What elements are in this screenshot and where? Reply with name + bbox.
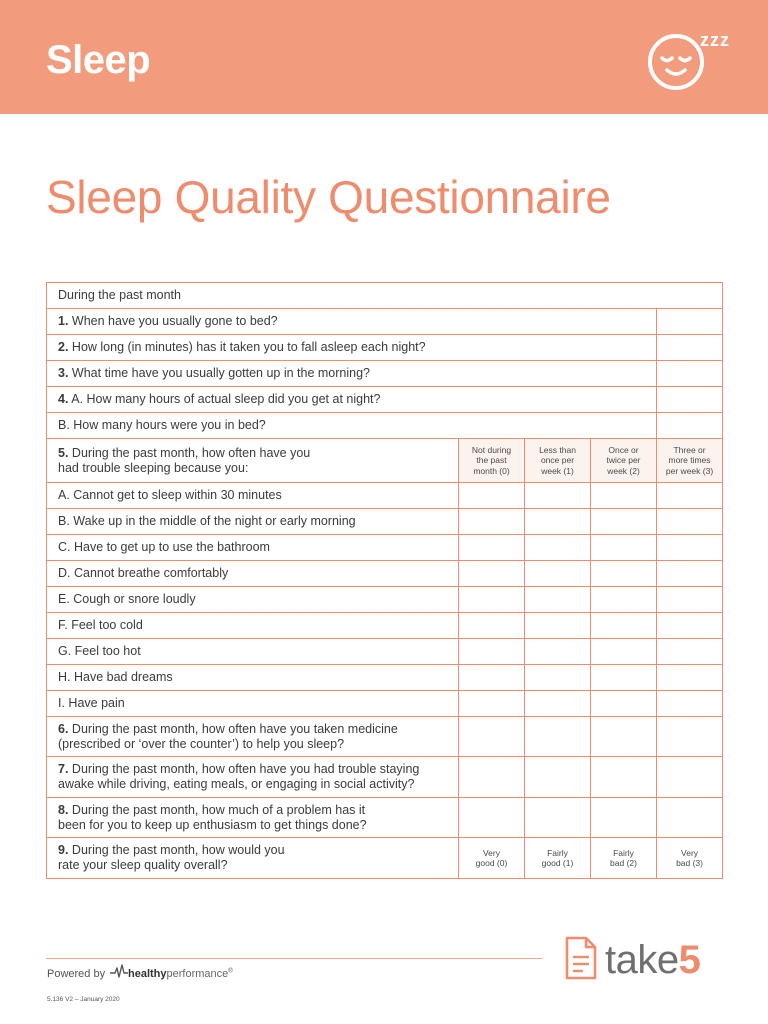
q8-line1: During the past month, how much of a problem has it bbox=[71, 802, 366, 817]
table-row-q5b bbox=[47, 509, 723, 535]
q5i-answer-3[interactable] bbox=[657, 691, 723, 717]
q6-line1: During the past month, how often have you taken medicine bbox=[71, 721, 398, 736]
q5d-text: D. Cannot breathe comfortably bbox=[47, 561, 459, 587]
q5a-answer-3[interactable] bbox=[657, 483, 723, 509]
q2-answer[interactable] bbox=[657, 335, 723, 361]
q5f-text: F. Feel too cold bbox=[47, 613, 459, 639]
header-title: Sleep bbox=[46, 38, 151, 82]
q6-answer-1[interactable] bbox=[525, 717, 591, 757]
q5e-text: E. Cough or snore loudly bbox=[47, 587, 459, 613]
q4b-cell: B. How many hours were you in bed? bbox=[47, 413, 657, 439]
table-row-q5i bbox=[47, 691, 723, 717]
q8-cell bbox=[47, 798, 459, 838]
option-header-0: Not during the past month (0) bbox=[459, 439, 525, 483]
q7-answer-1[interactable] bbox=[525, 757, 591, 798]
table-row-q5c bbox=[47, 535, 723, 561]
table-row-q6 bbox=[47, 717, 723, 757]
q5e-answer-0[interactable] bbox=[459, 587, 525, 613]
table-row-q5e bbox=[47, 587, 723, 613]
option-header-3: Three or more times per week (3) bbox=[657, 439, 723, 483]
intro-cell: During the past month bbox=[47, 283, 723, 309]
q8-answer-3[interactable] bbox=[657, 798, 723, 838]
document-icon bbox=[564, 936, 598, 980]
table-row-q5f bbox=[47, 613, 723, 639]
q9-number: 9. bbox=[58, 843, 69, 857]
q5i-answer-0[interactable] bbox=[459, 691, 525, 717]
q6-answer-3[interactable] bbox=[657, 717, 723, 757]
q5-cell bbox=[47, 439, 459, 483]
q9-option-0[interactable]: Very good (0) bbox=[459, 838, 525, 879]
q5a-text: A. Cannot get to sleep within 30 minutes bbox=[47, 483, 459, 509]
q5g-answer-2[interactable] bbox=[591, 639, 657, 665]
q8-answer-1[interactable] bbox=[525, 798, 591, 838]
q5e-answer-2[interactable] bbox=[591, 587, 657, 613]
q5d-answer-1[interactable] bbox=[525, 561, 591, 587]
q6-answer-2[interactable] bbox=[591, 717, 657, 757]
q5d-answer-2[interactable] bbox=[591, 561, 657, 587]
q5e-answer-3[interactable] bbox=[657, 587, 723, 613]
version-label: 5.136 V2 – January 2020 bbox=[47, 996, 120, 1003]
q5i-text: I. Have pain bbox=[47, 691, 459, 717]
q1-text: When have you usually gone to bed? bbox=[71, 314, 278, 328]
q2-number: 2. bbox=[58, 340, 69, 354]
heartbeat-icon bbox=[110, 964, 128, 978]
q9-option-2[interactable]: Fairly bad (2) bbox=[591, 838, 657, 879]
q5h-answer-3[interactable] bbox=[657, 665, 723, 691]
footer-divider bbox=[46, 958, 542, 959]
q5b-answer-0[interactable] bbox=[459, 509, 525, 535]
q5c-answer-1[interactable] bbox=[525, 535, 591, 561]
q5i-answer-2[interactable] bbox=[591, 691, 657, 717]
q8-answer-0[interactable] bbox=[459, 798, 525, 838]
q1-number: 1. bbox=[58, 314, 69, 328]
q4-number: 4. bbox=[58, 392, 69, 406]
zzz-text: zzz bbox=[700, 30, 730, 50]
powered-by-label: Powered by bbox=[47, 968, 106, 980]
q5e-answer-1[interactable] bbox=[525, 587, 591, 613]
q5g-answer-3[interactable] bbox=[657, 639, 723, 665]
table-row-q3 bbox=[47, 361, 723, 387]
q5b-text: B. Wake up in the middle of the night or early morning bbox=[47, 509, 459, 535]
q7-number: 7. bbox=[58, 762, 69, 776]
q2-text: How long (in minutes) has it taken you to fall asleep each night? bbox=[71, 340, 426, 354]
table-row-q4b bbox=[47, 413, 723, 439]
q5f-answer-0[interactable] bbox=[459, 613, 525, 639]
q5c-text: C. Have to get up to use the bathroom bbox=[47, 535, 459, 561]
q9-option-1[interactable]: Fairly good (1) bbox=[525, 838, 591, 879]
q5d-answer-3[interactable] bbox=[657, 561, 723, 587]
option-header-2: Once or twice per week (2) bbox=[591, 439, 657, 483]
q7-line2: awake while driving, eating meals, or engaging in social activity? bbox=[58, 777, 415, 791]
q5c-answer-2[interactable] bbox=[591, 535, 657, 561]
q5f-answer-3[interactable] bbox=[657, 613, 723, 639]
q5-line2: had trouble sleeping because you: bbox=[58, 460, 249, 475]
table-row-q5d bbox=[47, 561, 723, 587]
q3-answer[interactable] bbox=[657, 361, 723, 387]
q5b-answer-1[interactable] bbox=[525, 509, 591, 535]
q5h-answer-0[interactable] bbox=[459, 665, 525, 691]
q5g-answer-1[interactable] bbox=[525, 639, 591, 665]
q2-cell bbox=[47, 335, 657, 361]
q5f-answer-1[interactable] bbox=[525, 613, 591, 639]
q5b-answer-3[interactable] bbox=[657, 509, 723, 535]
q5a-answer-2[interactable] bbox=[591, 483, 657, 509]
q5g-answer-0[interactable] bbox=[459, 639, 525, 665]
table-row-q7 bbox=[47, 757, 723, 798]
q5g-text: G. Feel too hot bbox=[47, 639, 459, 665]
q8-answer-2[interactable] bbox=[591, 798, 657, 838]
q3-cell bbox=[47, 361, 657, 387]
q4b-answer[interactable] bbox=[657, 413, 723, 439]
q6-line2: (prescribed or ‘over the counter’) to help you sleep? bbox=[58, 736, 345, 751]
q5a-answer-1[interactable] bbox=[525, 483, 591, 509]
q9-line2: rate your sleep quality overall? bbox=[58, 858, 228, 872]
q8-line2: been for you to keep up enthusiasm to get things done? bbox=[58, 817, 367, 832]
q5b-answer-2[interactable] bbox=[591, 509, 657, 535]
table-row-q8 bbox=[47, 798, 723, 838]
q9-line1: During the past month, how would you bbox=[71, 843, 285, 857]
q5h-text: H. Have bad dreams bbox=[47, 665, 459, 691]
q5c-answer-0[interactable] bbox=[459, 535, 525, 561]
q3-number: 3. bbox=[58, 366, 69, 380]
q7-line1: During the past month, how often have you had trouble staying bbox=[71, 762, 420, 776]
q7-cell bbox=[47, 757, 459, 798]
healthy-performance-logo: healthyperformance® bbox=[128, 968, 233, 980]
q7-answer-0[interactable] bbox=[459, 757, 525, 798]
table-row-q5-header bbox=[47, 439, 723, 483]
table-row-q9 bbox=[47, 838, 723, 879]
q4a-cell bbox=[47, 387, 657, 413]
q4a-text: A. How many hours of actual sleep did you get at night? bbox=[71, 392, 381, 406]
q6-number: 6. bbox=[58, 721, 69, 736]
table-row-intro bbox=[47, 283, 723, 309]
q7-answer-2[interactable] bbox=[591, 757, 657, 798]
table-row-q1 bbox=[47, 309, 723, 335]
q5i-answer-1[interactable] bbox=[525, 691, 591, 717]
q5d-answer-0[interactable] bbox=[459, 561, 525, 587]
q1-answer[interactable] bbox=[657, 309, 723, 335]
q3-text: What time have you usually gotten up in the morning? bbox=[71, 366, 371, 380]
q7-answer-3[interactable] bbox=[657, 757, 723, 798]
take5-take: take bbox=[605, 938, 679, 982]
q5c-answer-3[interactable] bbox=[657, 535, 723, 561]
q4a-answer[interactable] bbox=[657, 387, 723, 413]
q6-cell bbox=[47, 717, 459, 757]
q9-cell bbox=[47, 838, 459, 879]
q6-answer-0[interactable] bbox=[459, 717, 525, 757]
q9-option-3[interactable]: Very bad (3) bbox=[657, 838, 723, 879]
q5f-answer-2[interactable] bbox=[591, 613, 657, 639]
take5-five: 5 bbox=[678, 938, 701, 982]
page-title: Sleep Quality Questionnaire bbox=[46, 171, 611, 223]
q5h-answer-1[interactable] bbox=[525, 665, 591, 691]
q8-number: 8. bbox=[58, 802, 69, 817]
sleeping-face-icon bbox=[642, 24, 730, 94]
table-row-q5a bbox=[47, 483, 723, 509]
option-header-1: Less than once per week (1) bbox=[525, 439, 591, 483]
table-row-q5g bbox=[47, 639, 723, 665]
table-row-q4a bbox=[47, 387, 723, 413]
q5-line1: During the past month, how often have you bbox=[71, 445, 311, 460]
questionnaire-table bbox=[46, 282, 723, 879]
table-row-q5h bbox=[47, 665, 723, 691]
table-row-q2 bbox=[47, 335, 723, 361]
take5-logo bbox=[605, 938, 700, 982]
q5a-answer-0[interactable] bbox=[459, 483, 525, 509]
q5h-answer-2[interactable] bbox=[591, 665, 657, 691]
q1-cell bbox=[47, 309, 657, 335]
q5-number: 5. bbox=[58, 445, 69, 460]
